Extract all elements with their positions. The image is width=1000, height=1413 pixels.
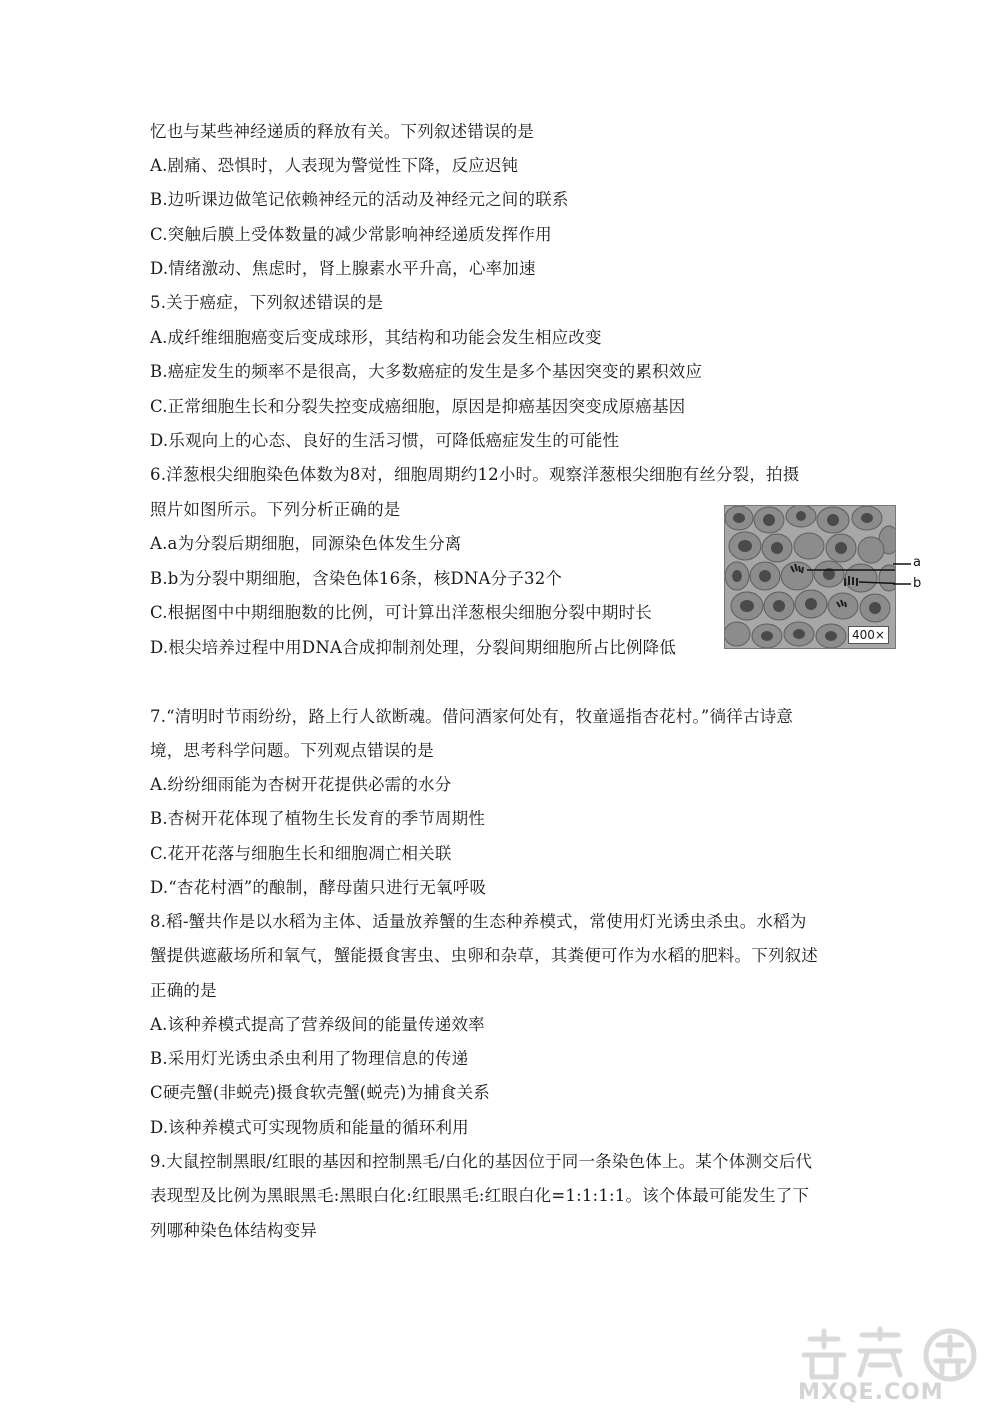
question-8-option-b: B.采用灯光诱虫杀虫利用了物理信息的传递 bbox=[150, 1049, 469, 1068]
question-8-option-a: A.该种养模式提高了营养级间的能量传递效率 bbox=[150, 1015, 485, 1034]
question-6-option-b: B.b为分裂中期细胞，含染色体16条，核DNA分子32个 bbox=[150, 569, 563, 588]
question-8-option-c: C硬壳蟹(非蜕壳)摄食软壳蟹(蜕壳)为捕食关系 bbox=[150, 1083, 490, 1102]
question-5-option-c: C.正常细胞生长和分裂失控变成癌细胞，原因是抑癌基因突变成原癌基因 bbox=[150, 397, 686, 416]
question-8-stem-line-2: 蟹提供遮蔽场所和氧气，蟹能摄食害虫、虫卵和杂草，其粪便可作为水稻的肥料。下列叙述 bbox=[150, 946, 818, 965]
question-4-option-c: C.突触后膜上受体数量的减少常影响神经递质发挥作用 bbox=[150, 225, 552, 244]
question-7-option-d: D.“杏花村酒”的酿制，酵母菌只进行无氧呼吸 bbox=[150, 878, 487, 897]
question-4-option-d: D.情绪激动、焦虑时，肾上腺素水平升高，心率加速 bbox=[150, 259, 536, 278]
question-9-stem-line-1: 9.大鼠控制黑眼/红眼的基因和控制黑毛/白化的基因位于同一条染色体上。某个体测交后代 bbox=[150, 1152, 813, 1171]
question-6-stem-line-1: 6.洋葱根尖细胞染色体数为8对，细胞周期约12小时。观察洋葱根尖细胞有丝分裂，拍摄 bbox=[150, 465, 800, 484]
question-8-option-d: D.该种养模式可实现物质和能量的循环利用 bbox=[150, 1118, 469, 1137]
watermark-logo bbox=[790, 1325, 990, 1410]
question-8-stem-line-1: 8.稻-蟹共作是以水稻为主体、适量放养蟹的生态种养模式，常使用灯光诱虫杀虫。水稻为 bbox=[150, 912, 807, 931]
question-9-stem-line-2: 表现型及比例为黑眼黑毛:黑眼白化:红眼黑毛:红眼白化=1:1:1:1。该个体最可能发生了下 bbox=[150, 1186, 810, 1205]
question-4-option-b: B.边听课边做笔记依赖神经元的活动及神经元之间的联系 bbox=[150, 190, 569, 209]
question-4-stem-end: 忆也与某些神经递质的释放有关。下列叙述错误的是 bbox=[150, 122, 535, 141]
figure-label-b: b bbox=[913, 576, 922, 591]
figure-pointer-lines bbox=[893, 560, 913, 590]
question-6-option-d: D.根尖培养过程中用DNA合成抑制剂处理，分裂间期细胞所占比例降低 bbox=[150, 638, 677, 657]
question-6-option-a: A.a为分裂后期细胞，同源染色体发生分离 bbox=[150, 534, 462, 553]
watermark-glyphs bbox=[790, 1325, 990, 1385]
question-5-option-d: D.乐观向上的心态、良好的生活习惯，可降低癌症发生的可能性 bbox=[150, 431, 620, 450]
question-7-option-c: C.花开花落与细胞生长和细胞凋亡相关联 bbox=[150, 844, 452, 863]
question-5-option-a: A.成纤维细胞癌变后变成球形，其结构和功能会发生相应改变 bbox=[150, 328, 602, 347]
question-5-stem: 5.关于癌症，下列叙述错误的是 bbox=[150, 293, 384, 312]
magnification-label: 400× bbox=[848, 626, 889, 644]
question-7-stem-line-2: 境，思考科学问题。下列观点错误的是 bbox=[150, 741, 434, 760]
question-8-stem-line-3: 正确的是 bbox=[150, 981, 217, 1000]
figure-label-a: a bbox=[913, 555, 921, 570]
question-7-option-b: B.杏树开花体现了植物生长发育的季节周期性 bbox=[150, 809, 486, 828]
question-6-option-c: C.根据图中中期细胞数的比例，可计算出洋葱根尖细胞分裂中期时长 bbox=[150, 603, 652, 622]
question-7-option-a: A.纷纷细雨能为杏树开花提供必需的水分 bbox=[150, 775, 452, 794]
question-5-option-b: B.癌症发生的频率不是很高，大多数癌症的发生是多个基因突变的累积效应 bbox=[150, 362, 703, 381]
question-7-stem-line-1: 7.“清明时节雨纷纷，路上行人欲断魂。借问酒家何处有，牧童遥指杏花村。”徜徉古诗意 bbox=[150, 707, 794, 726]
question-9-stem-line-3: 列哪种染色体结构变异 bbox=[150, 1221, 317, 1240]
onion-root-tip-micrograph bbox=[724, 505, 896, 649]
question-4-option-a: A.剧痛、恐惧时，人表现为警觉性下降，反应迟钝 bbox=[150, 156, 519, 175]
question-6-stem-line-2: 照片如图所示。下列分析正确的是 bbox=[150, 500, 401, 519]
watermark-site: MXQE.COM bbox=[798, 1380, 944, 1405]
